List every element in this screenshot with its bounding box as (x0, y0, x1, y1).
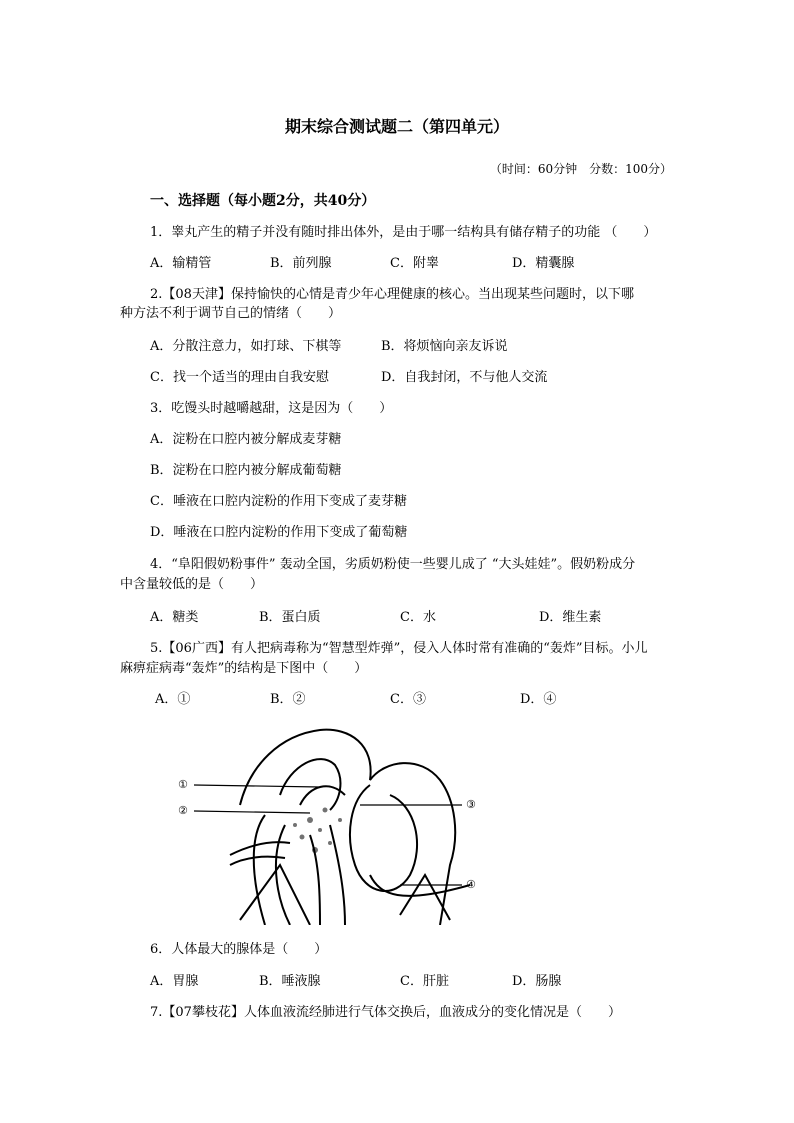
label-4: ④ (466, 878, 476, 891)
question-5-stem-line1: 5.【06广西】有人把病毒称为“智慧型炸弹”，侵入人体时常有准确的“轰炸”目标。小儿 (150, 641, 648, 656)
question-5-stem-line2: 麻痹症病毒“轰炸”的结构是下图中（ ） (120, 661, 368, 676)
question-3-option-d: D．唾液在口腔内淀粉的作用下变成了葡萄糖 (150, 525, 408, 540)
question-4-option-c: C．水 (400, 610, 436, 625)
question-1-option-b: B．前列腺 (270, 256, 332, 271)
question-3-stem: 3．吃馒头时越嚼越甜，这是因为（ ） (150, 401, 393, 416)
question-2-option-b: B．将烦恼向亲友诉说 (381, 339, 508, 354)
question-4-option-b: B．蛋白质 (259, 610, 321, 625)
question-5-option-d: D．④ (520, 692, 557, 707)
question-2-stem-line1: 2.【08天津】保持愉快的心情是青少年心理健康的核心。当出现某些问题时，以下哪 (150, 287, 634, 302)
question-5-option-a: A．① (155, 692, 191, 707)
brain-diagram (170, 725, 490, 925)
question-1-option-a: A．输精管 (150, 256, 212, 271)
brain-diagram-drawing (170, 725, 490, 925)
question-6-stem: 6．人体最大的腺体是（ ） (150, 942, 328, 957)
question-3-option-b: B．淀粉在口腔内被分解成葡萄糖 (150, 463, 342, 478)
question-1-option-c: C．附睾 (390, 256, 439, 271)
question-6-option-d: D．肠腺 (512, 974, 562, 989)
question-2-option-d: D．自我封闭，不与他人交流 (381, 370, 548, 385)
question-4-option-d: D．维生素 (539, 610, 602, 625)
question-1-option-d: D．精囊腺 (512, 256, 575, 271)
question-3-option-c: C．唾液在口腔内淀粉的作用下变成了麦芽糖 (150, 494, 407, 509)
question-5-option-b: B．② (270, 692, 306, 707)
page-title: 期末综合测试题二（第四单元） (284, 117, 509, 136)
question-4-stem-line1: 4．“阜阳假奶粉事件” 轰动全国，劣质奶粉使一些婴儿成了 “大头娃娃”。假奶粉成分 (150, 557, 636, 572)
question-6-option-a: A．胃腺 (150, 974, 199, 989)
question-4-option-a: A．糖类 (150, 610, 199, 625)
question-6-option-c: C．肝脏 (400, 974, 449, 989)
question-4-stem-line2: 中含量较低的是（ ） (120, 577, 264, 592)
question-2-stem-line2: 种方法不利于调节自己的情绪（ ） (120, 306, 342, 321)
exam-meta: （时间：60分钟 分数：100分） (489, 162, 672, 176)
question-5-option-c: C．③ (390, 692, 426, 707)
section-heading: 一、选择题（每小题2分，共40分） (150, 193, 376, 209)
label-1: ① (178, 778, 188, 791)
question-1-stem: 1．睾丸产生的精子并没有随时排出体外，是由于哪一结构具有储存精子的功能 （ ） (150, 225, 657, 240)
question-7-stem: 7.【07攀枝花】人体血液流经肺进行气体交换后，血液成分的变化情况是（ ） (150, 1005, 621, 1020)
label-3: ③ (466, 798, 476, 811)
question-2-option-c: C．找一个适当的理由自我安慰 (150, 370, 329, 385)
question-2-option-a: A．分散注意力，如打球、下棋等 (150, 339, 342, 354)
question-6-option-b: B．唾液腺 (259, 974, 321, 989)
question-3-option-a: A．淀粉在口腔内被分解成麦芽糖 (150, 432, 342, 447)
label-2: ② (178, 804, 188, 817)
